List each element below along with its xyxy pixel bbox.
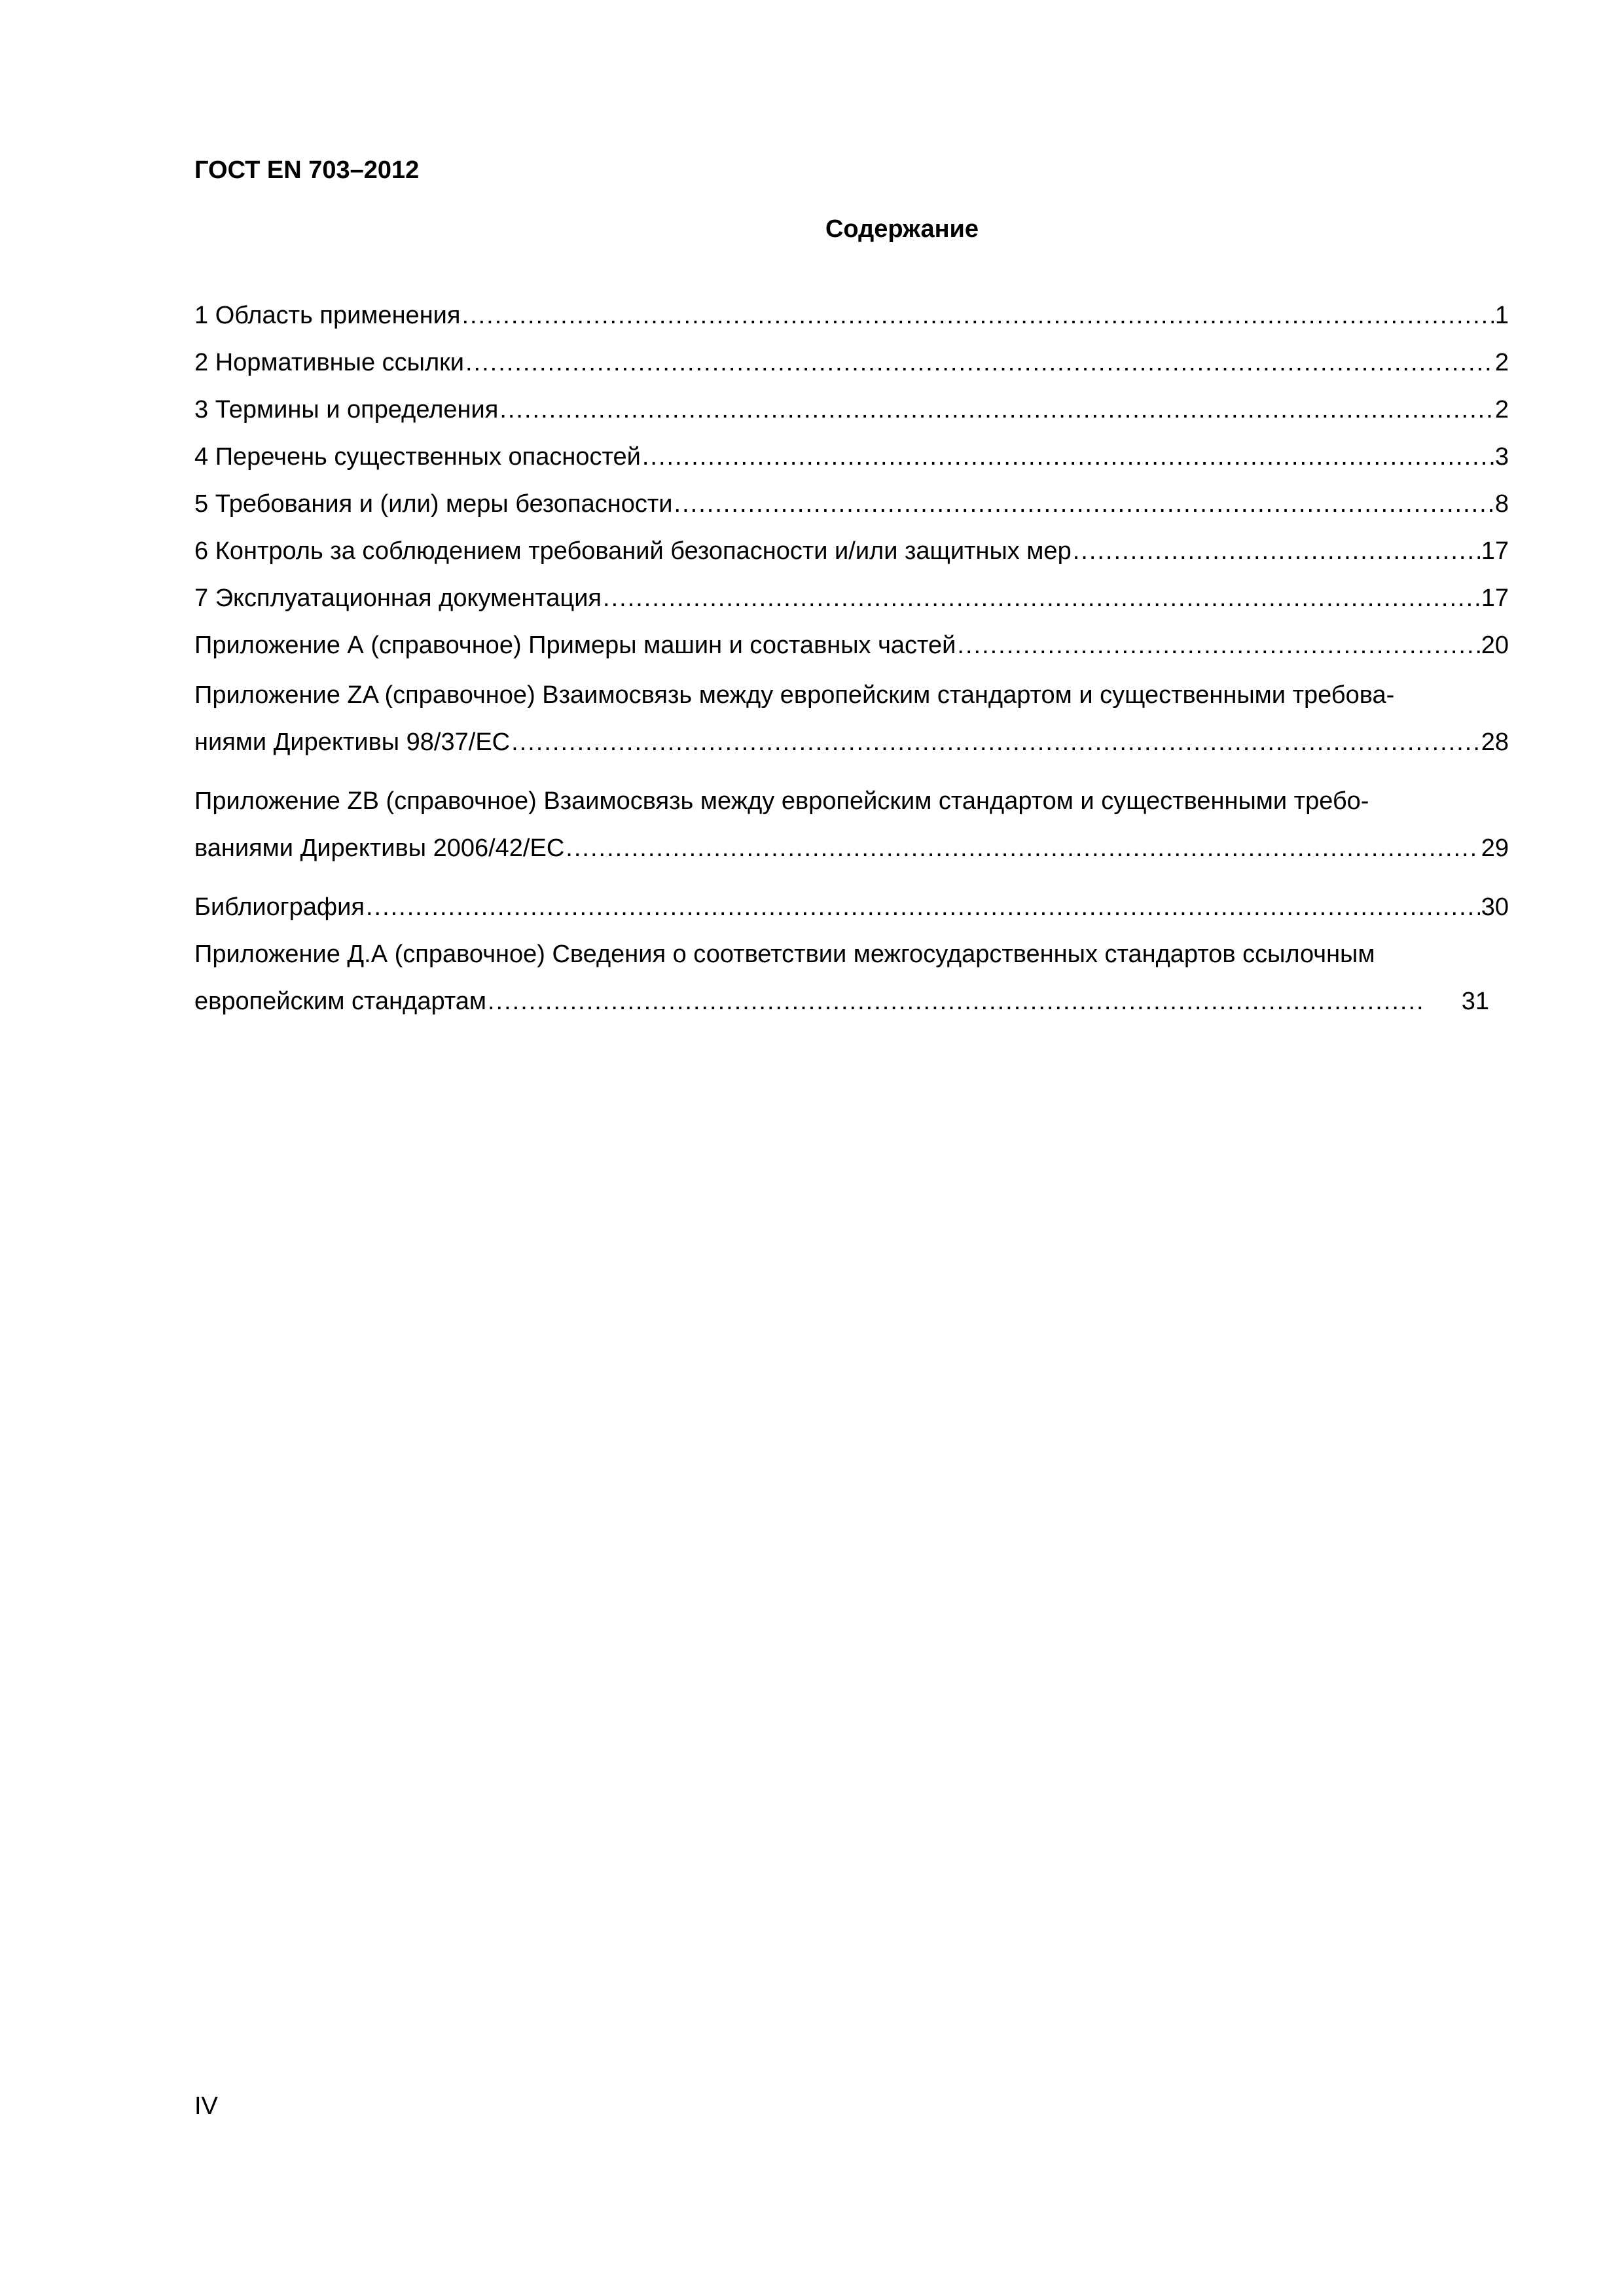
toc-line bbox=[194, 778, 1509, 825]
toc-line bbox=[194, 672, 1509, 719]
toc-entry-title: Библиография bbox=[194, 893, 365, 921]
toc-entry-page: 20 bbox=[1481, 632, 1509, 659]
dot-leader bbox=[366, 884, 1480, 931]
toc-entry-5[interactable] bbox=[194, 480, 1509, 528]
dot-leader bbox=[566, 825, 1479, 872]
page-number: IV bbox=[194, 2092, 218, 2120]
dot-leader bbox=[465, 339, 1494, 386]
toc-line bbox=[194, 931, 1509, 978]
toc-entry-title: Приложение А (справочное) Примеры машин и составных частей bbox=[194, 632, 956, 659]
toc-entry-title: Приложение ZA (справочное) Взаимосвязь между европейским стандартом и существенными требова- bbox=[194, 681, 1395, 709]
toc-entry-page: 17 bbox=[1481, 584, 1509, 612]
dot-leader bbox=[511, 719, 1480, 766]
toc-line bbox=[194, 884, 1509, 931]
toc-line bbox=[194, 528, 1509, 575]
toc-line bbox=[194, 386, 1509, 433]
toc-entry-page: 8 bbox=[1494, 490, 1509, 518]
toc-heading: Содержание bbox=[825, 215, 979, 243]
toc-entry-7[interactable] bbox=[194, 575, 1509, 622]
toc-line bbox=[194, 719, 1509, 766]
toc-entry-4[interactable] bbox=[194, 433, 1509, 480]
toc-line bbox=[194, 575, 1509, 622]
toc-entry-appendix-da[interactable] bbox=[194, 931, 1509, 1025]
toc-entry-page: 30 bbox=[1481, 893, 1509, 921]
toc-line bbox=[194, 480, 1509, 528]
toc-entry-page: 2 bbox=[1494, 396, 1509, 423]
toc-line bbox=[194, 978, 1509, 1025]
table-of-contents bbox=[194, 292, 1509, 1025]
dot-leader bbox=[603, 575, 1480, 622]
toc-line bbox=[194, 825, 1509, 872]
toc-entry-title: 7 Эксплуатационная документация bbox=[194, 584, 602, 612]
toc-entry-page: 3 bbox=[1494, 443, 1509, 471]
toc-entry-appendix-a[interactable] bbox=[194, 622, 1509, 669]
toc-entry-title-continued: ниями Директивы 98/37/ЕС bbox=[194, 728, 511, 756]
toc-line bbox=[194, 292, 1509, 339]
toc-entry-title-continued: европейским стандартам bbox=[194, 988, 486, 1015]
toc-entry-title: 3 Термины и определения bbox=[194, 396, 499, 423]
toc-entry-6[interactable] bbox=[194, 528, 1509, 575]
toc-line bbox=[194, 339, 1509, 386]
toc-entry-title: Приложение ZB (справочное) Взаимосвязь между европейским стандартом и существенными требо- bbox=[194, 787, 1369, 815]
toc-entry-title: 1 Область применения bbox=[194, 302, 461, 329]
toc-entry-page: 31 bbox=[1461, 988, 1489, 1015]
toc-entry-title: 2 Нормативные ссылки bbox=[194, 349, 464, 376]
dot-leader bbox=[957, 622, 1479, 669]
toc-entry-1[interactable] bbox=[194, 292, 1509, 339]
toc-entry-page: 28 bbox=[1481, 728, 1509, 756]
dot-leader bbox=[499, 386, 1494, 433]
toc-line bbox=[194, 433, 1509, 480]
toc-entry-title: 4 Перечень существенных опасностей bbox=[194, 443, 641, 471]
toc-entry-title: 5 Требования и (или) меры безопасности bbox=[194, 490, 673, 518]
document-code: ГОСТ EN 703–2012 bbox=[194, 156, 420, 184]
toc-entry-appendix-za[interactable] bbox=[194, 672, 1509, 766]
toc-entry-page: 1 bbox=[1494, 302, 1509, 329]
toc-entry-page: 17 bbox=[1481, 537, 1509, 565]
dot-leader bbox=[461, 292, 1493, 339]
dot-leader bbox=[1073, 528, 1480, 575]
toc-entry-appendix-zb[interactable] bbox=[194, 778, 1509, 872]
toc-entry-2[interactable] bbox=[194, 339, 1509, 386]
toc-entry-bibliography[interactable] bbox=[194, 884, 1509, 931]
toc-entry-title: Приложение Д.А (справочное) Сведения о соответствии межгосударственных стандартов ссылочным bbox=[194, 941, 1375, 968]
toc-entry-title-continued: ваниями Директивы 2006/42/ЕС bbox=[194, 834, 565, 862]
toc-line bbox=[194, 622, 1509, 669]
toc-entry-page: 2 bbox=[1494, 349, 1509, 376]
dot-leader bbox=[674, 480, 1494, 528]
toc-entry-3[interactable] bbox=[194, 386, 1509, 433]
toc-entry-page: 29 bbox=[1481, 834, 1509, 862]
dot-leader bbox=[488, 978, 1424, 1025]
dot-leader bbox=[642, 433, 1494, 480]
toc-entry-title: 6 Контроль за соблюдением требований безопасности и/или защитных мер bbox=[194, 537, 1072, 565]
